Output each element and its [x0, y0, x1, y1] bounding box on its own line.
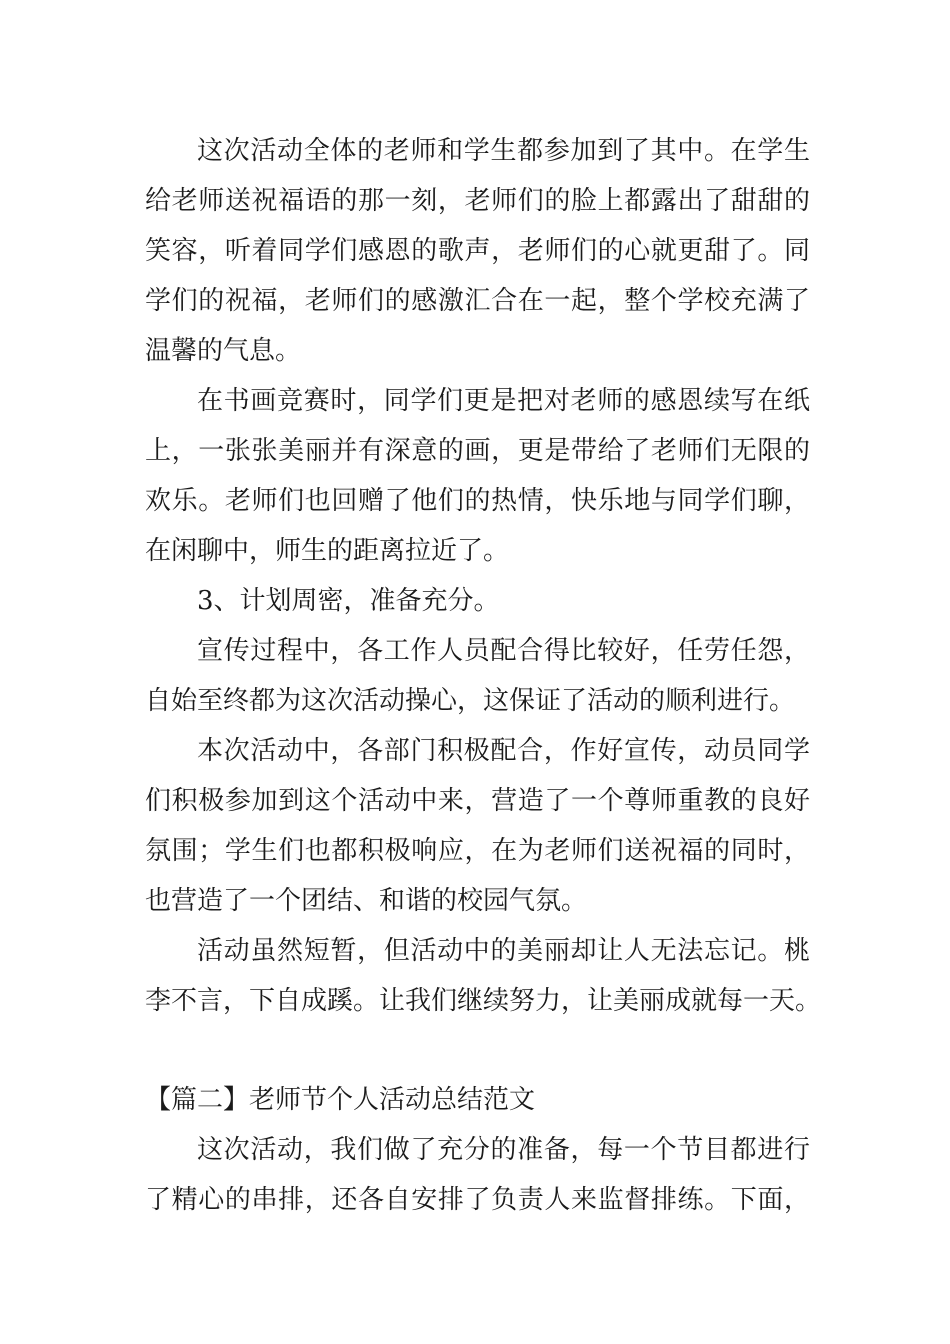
- paragraph-5-line-1: 本次活动中，各部门积极配合，作好宣传，动员同学: [197, 736, 810, 766]
- paragraph-1-line-5: 温馨的气息。: [145, 336, 302, 366]
- paragraph-1-line-2: 给老师送祝福语的那一刻，老师们的脸上都露出了甜甜的: [145, 186, 810, 216]
- paragraph-4-line-1: 宣传过程中，各工作人员配合得比较好，任劳任怨，: [197, 636, 810, 666]
- paragraph-5-line-3: 氛围；学生们也都积极响应，在为老师们送祝福的同时，: [145, 836, 810, 866]
- paragraph-2-line-2: 上，一张张美丽并有深意的画，更是带给了老师们无限的: [145, 436, 810, 466]
- paragraph-4-line-2: 自始至终都为这次活动操心，这保证了活动的顺利进行。: [145, 686, 796, 716]
- paragraph-5-line-2: 们积极参加到这个活动中来，营造了一个尊师重教的良好: [145, 786, 810, 816]
- section-paragraph-line-1: 这次活动，我们做了充分的准备，每一个节目都进行: [197, 1135, 810, 1165]
- paragraph-6-line-1: 活动虽然短暂，但活动中的美丽却让人无法忘记。桃: [197, 936, 810, 966]
- section-paragraph-line-2: 了精心的串排，还各自安排了负责人来监督排练。下面，: [145, 1185, 810, 1215]
- paragraph-5-line-4: 也营造了一个团结、和谐的校园气氛。: [145, 886, 588, 916]
- paragraph-1-line-4: 学们的祝福，老师们的感激汇合在一起，整个学校充满了: [145, 286, 810, 316]
- paragraph-1-line-1: 这次活动全体的老师和学生都参加到了其中。在学生: [197, 136, 810, 166]
- paragraph-1-line-3: 笑容，听着同学们感恩的歌声，老师们的心就更甜了。同: [145, 236, 810, 266]
- section-heading: 【篇二】老师节个人活动总结范文: [145, 1085, 536, 1115]
- paragraph-2-line-4: 在闲聊中，师生的距离拉近了。: [145, 536, 510, 566]
- paragraph-3-line-1: 3、计划周密，准备充分。: [197, 586, 500, 616]
- paragraph-2-line-3: 欢乐。老师们也回赠了他们的热情，快乐地与同学们聊，: [145, 486, 810, 516]
- paragraph-6-line-2: 李不言，下自成蹊。让我们继续努力，让美丽成就每一天。: [145, 986, 822, 1016]
- paragraph-2-line-1: 在书画竞赛时，同学们更是把对老师的感恩续写在纸: [197, 386, 810, 416]
